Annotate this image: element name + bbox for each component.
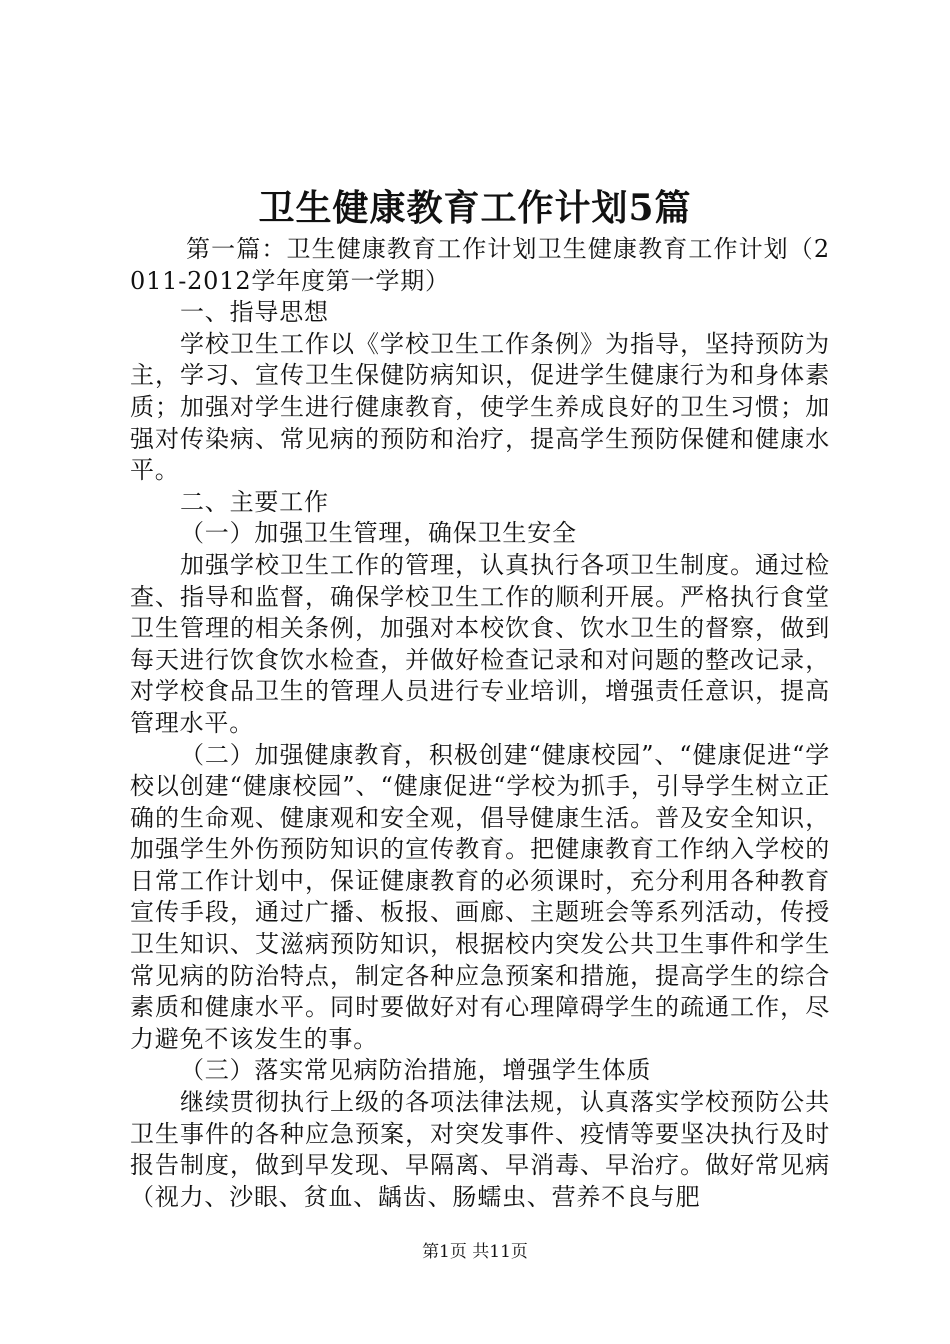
- document-title: 卫生健康教育工作计划5篇: [258, 187, 692, 229]
- heading-main-work: 二、主要工作: [180, 487, 329, 516]
- subheading-hygiene-management: （一）加强卫生管理，确保卫生安全: [180, 519, 577, 548]
- page-number-footer: 第1页 共11页: [422, 1242, 528, 1262]
- paragraph-health-education: （二）加强健康教育，积极创建“健康校园”、“健康促进“学校以创建“健康校园”、“健康促进“学校为抓手，引导学生树立正确的生命观、健康观和安全观，倡导健康生活。普及安全知识，加强学生外伤预防知识的宣传教育。把健康教育工作纳入学校的日常工作计划中，保证健康教育的必须课时，充分利用各种教育宣传手段，通过广播、板报、画廊、主题班会等系列活动，传授卫生知识、艾滋病预防知识，根据校内突发公共卫生事件和学生常见病的防治特点，制定各种应急预案和措施，提高学生的综合素质和健康水平。同时要做好对有心理障碍学生的疏通工作，尽力避免不该发生的事。: [130, 740, 830, 1053]
- paragraph-intro: 第一篇：卫生健康教育工作计划卫生健康教育工作计划（2011-2012学年度第一学期）: [130, 235, 830, 295]
- paragraph-disease-prevention: 继续贯彻执行上级的各项法律法规，认真落实学校预防公共卫生事件的各种应急预案，对突发事件、疫情等要坚决执行及时报告制度，做到早发现、早隔离、早消毒、早治疗。做好常见病（视力、沙眼、贫血、龋齿、肠蠕虫、营养不良与肥: [130, 1088, 830, 1211]
- paragraph-hygiene-management: 加强学校卫生工作的管理，认真执行各项卫生制度。通过检查、指导和监督，确保学校卫生工作的顺利开展。严格执行食堂卫生管理的相关条例，加强对本校饮食、饮水卫生的督察，做到每天进行饮食饮水检查，并做好检查记录和对问题的整改记录，对学校食品卫生的管理人员进行专业培训，增强责任意识，提高管理水平。: [130, 550, 830, 737]
- heading-guiding-idea: 一、指导思想: [180, 298, 329, 327]
- document-body: [130, 234, 830, 1213]
- subheading-disease-prevention: （三）落实常见病防治措施，增强学生体质: [180, 1056, 652, 1085]
- paragraph-guiding-idea: 学校卫生工作以《学校卫生工作条例》为指导，坚持预防为主，学习、宣传卫生保健防病知识，促进学生健康行为和身体素质；加强对学生进行健康教育，使学生养成良好的卫生习惯；加强对传染病、常见病的预防和治疗，提高学生预防保健和健康水平。: [130, 329, 830, 485]
